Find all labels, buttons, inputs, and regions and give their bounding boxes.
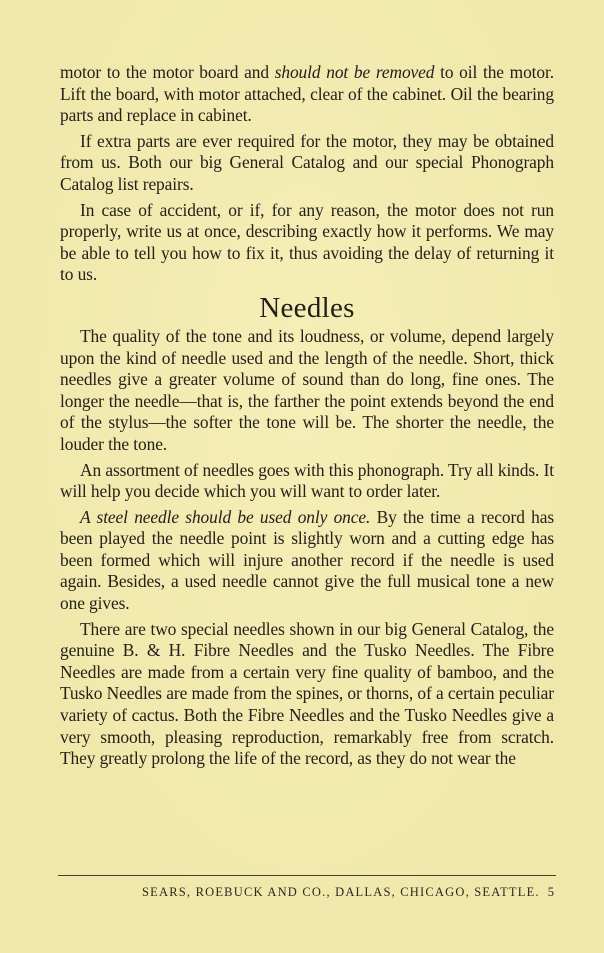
paragraph-accident: In case of accident, or if, for any reason, the motor does not run properly, write us at once, describing exactly how it performs. We may be able to tell you how to fix it, thus avoiding the delay of returning it to us.: [60, 199, 554, 285]
paragraph-tone-quality: The quality of the tone and its loudness, or volume, depend largely upon the kind of needle used and the length of the needle. Short, thick needles give a greater volume of sound than do long, fine ones. The longer the needle—that is, the farther the point extends beyond the end of the stylus—the softer the tone will be. The shorter the needle, the louder the tone.: [60, 325, 554, 454]
body-text: [60, 62, 554, 770]
paragraph-motor-board: [60, 62, 554, 127]
paragraph-extra-parts: If extra parts are ever required for the motor, they may be obtained from us. Both our big General Catalog and our special Phonograph Catalog list repairs.: [60, 130, 554, 194]
paragraph-special-needles: There are two special needles shown in our big General Catalog, the genuine B. & H. Fibre Needles and the Tusko Needles. The Fibre Needles are made from a certain very fine quality of bamboo, and the Tusko Needles are made from the spines, or thorns, of a certain peculiar variety of cactus. Both the Fibre Needles and the Tusko Needles give a very smooth, pleasing reproduction, remarkably free from scratch. They greatly prolong the life of the record, as they do not wear the: [60, 618, 554, 769]
paragraph-assortment: An assortment of needles goes with this phonograph. Try all kinds. It will help you decide which you will want to order later.: [60, 459, 554, 502]
section-heading-needles: Needles: [259, 291, 355, 324]
footer-divider: [58, 875, 556, 876]
paragraph-text: to oil the motor. Lift the board, with motor attached, clear of the cabinet. Oil the bearing parts and replace in cabinet.: [60, 62, 554, 126]
paragraph-text: By the time a record has been played the needle point is slightly worn and a cutting edge has been formed which will injure another record if the needle is used again. Besides, a used needle cannot give the full musical tone a new one gives.: [60, 506, 554, 614]
paragraph-text: motor to the motor board and: [60, 62, 275, 82]
page-number: 5: [547, 885, 554, 899]
emphasis-text: should not be removed: [274, 62, 435, 82]
footer-publisher: SEARS, ROEBUCK AND CO., DALLAS, CHICAGO, SEATTLE.: [142, 885, 540, 899]
emphasis-text: A steel needle should be used only once.: [80, 506, 371, 527]
paragraph-steel-needle: [60, 507, 554, 615]
page-footer: [60, 885, 554, 900]
